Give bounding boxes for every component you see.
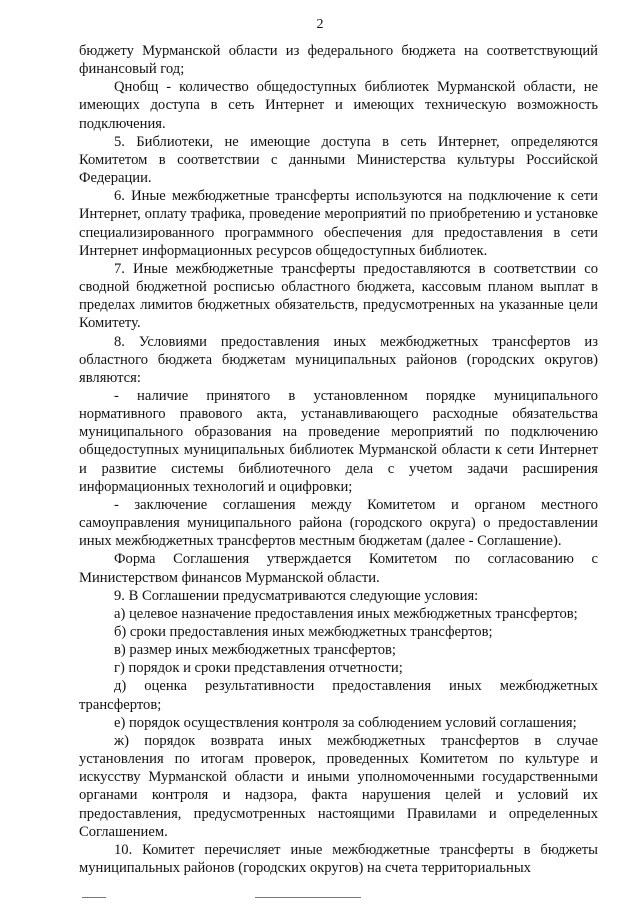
paragraph-subitem-zh: ж) порядок возврата иных межбюджетных трансфертов в случае установления по итогам проверок, проведенных Комитетом по культуре и искусству Мурманской области и иными уполномоченными государственными органами контроля и надзора, факта нарушения целей и условий их предоставления, предусмотренных настоящими Правилами и определенных Соглашением. (79, 732, 598, 840)
paragraph-subitem-e: е) порядок осуществления контроля за соблюдением условий соглашения; (114, 714, 577, 731)
paragraph-item-7: 7. Иные межбюджетные трансферты предоставляются в соответствии со сводной бюджетной росписью областного бюджета, кассовым планом выплат в пределах лимитов бюджетных обязательств, предусмотренных на указанные цели Комитету. (79, 260, 598, 332)
paragraph-condition-2: - заключение соглашения между Комитетом и органом местного самоуправления муниципального района (городского округа) о предоставлении иных межбюджетных трансфертов местным бюджетам (далее - Соглашение). (79, 496, 598, 550)
paragraph-subitem-d: д) оценка результативности предоставления иных межбюджетных трансфертов; (79, 678, 598, 713)
paragraph-subitem-v: в) размер иных межбюджетных трансфертов; (114, 642, 396, 659)
paragraph-item-6: 6. Иные межбюджетные трансферты используются на подключение к сети Интернет, оплату трафика, проведение мероприятий по приобретению и установке специализированного программного обеспечения для предоставления в сети Интернет информационных ресурсов общедоступных библиотек. (79, 188, 598, 259)
paragraph-item-10: 10. Комитет перечисляет иные межбюджетные трансферты в бюджеты муниципальных районов (городских округов) на счета территориальных (79, 841, 598, 877)
paragraph-subitem-g: г) порядок и сроки представления отчетности; (114, 660, 403, 677)
footer-rule-left (82, 897, 106, 898)
paragraph-item-8: 8. Условиями предоставления иных межбюджетных трансфертов из областного бюджета бюджетам муниципальных районов (городских округов) являются: (79, 333, 598, 386)
paragraph-agreement-form: Форма Соглашения утверждается Комитетом по согласованию с Министерством финансов Мурманской области. (79, 551, 598, 586)
paragraph-continuation: бюджету Мурманской области из федерального бюджета на соответствующий финансовый год; (79, 43, 598, 78)
paragraph-formula-legend: Qнобщ - количество общедоступных библиотек Мурманской области, не имеющих доступа в сеть Интернет и имеющих техническую возможность подключения. (79, 79, 598, 132)
paragraph-subitem-b: б) сроки предоставления иных межбюджетных трансфертов; (114, 624, 493, 640)
paragraph-item-9: 9. В Соглашении предусматриваются следующие условия: (114, 587, 479, 604)
footer-rules (0, 897, 640, 899)
paragraph-item-5: 5. Библиотеки, не имеющие доступа в сеть Интернет, определяются Комитетом в соответствии с данными Министерства культуры Российской Федерации. (79, 133, 598, 187)
footer-rule-center (255, 897, 361, 898)
document-body (79, 42, 598, 877)
paragraph-condition-1: - наличие принятого в установленном порядке муниципального нормативного правового акта, устанавливающего расходные обязательства муниципального образования на проведение мероприятий по подключению общедоступных муниципальных библиотек Мурманской области к сети Интернет и развитие системы библиотечного дела с учетом задачи расширения информационных технологий и оцифровки; (79, 387, 598, 495)
paragraph-subitem-a: а) целевое назначение предоставления иных межбюджетных трансфертов; (114, 605, 578, 622)
page-number: 2 (316, 17, 324, 32)
